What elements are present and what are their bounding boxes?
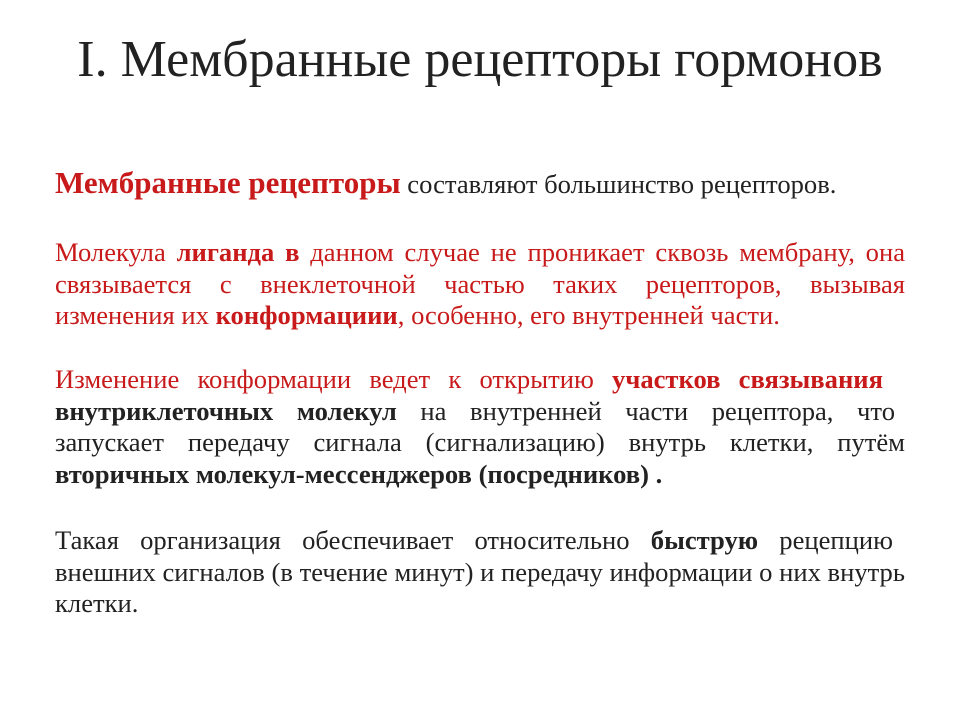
paragraph-ligand-binding: [55, 237, 905, 332]
text-run: запускает передачу сигнала (сигнализацию) внутрь клетки, путём: [55, 427, 905, 457]
text-run: клетки.: [55, 588, 139, 618]
slide-title: I. Мембранные рецепторы гормонов: [77, 31, 883, 88]
term-second-messengers: вторичных молекул-мессенджеров (посредников) .: [55, 458, 663, 489]
text-line: [55, 165, 905, 202]
text-line: [55, 237, 905, 269]
text-run: Такая организация обеспечивает относительно: [55, 525, 651, 555]
text-run: Изменение конформации ведет к открытию: [55, 364, 613, 394]
text-run: внешних сигналов (в течение минут) и передачу информации о них внутрь: [55, 556, 905, 587]
term-membrane-receptors: Мембранные рецепторы: [55, 165, 401, 200]
term-fast: быструю: [650, 525, 759, 555]
term-binding-sites: участков связывания: [612, 364, 883, 394]
text-run: Молекула: [55, 237, 177, 267]
term-intracellular-molecules: внутриклеточных молекул: [55, 395, 397, 426]
paragraph-signal-transduction: [55, 364, 905, 490]
text-line: [55, 557, 905, 589]
text-run: рецепцию: [758, 525, 893, 555]
text-line: [55, 525, 905, 557]
text-line: [55, 364, 905, 396]
text-run: связывается с внеклеточной частью таких рецепторов, вызывая: [55, 268, 905, 299]
text-line: [55, 300, 905, 332]
text-line: [55, 459, 905, 491]
text-run: данном случае не проникает сквозь мембрану, она: [299, 237, 905, 267]
text-run: на внутренней части рецептора, что: [396, 395, 895, 426]
text-line: [55, 588, 905, 620]
text-run: составляют большинство рецепторов.: [400, 169, 837, 199]
text-run: изменения их: [55, 300, 216, 330]
text-line: [55, 269, 905, 301]
text-run: , особенно, его внутренней части.: [397, 300, 780, 330]
paragraph-fast-reception: [55, 525, 905, 620]
term-ligand: лиганда в: [176, 237, 300, 267]
paragraph-membrane-receptors: [55, 165, 905, 202]
text-line: [55, 396, 905, 428]
term-conformation: конформациии: [215, 300, 398, 330]
text-line: [55, 427, 905, 459]
